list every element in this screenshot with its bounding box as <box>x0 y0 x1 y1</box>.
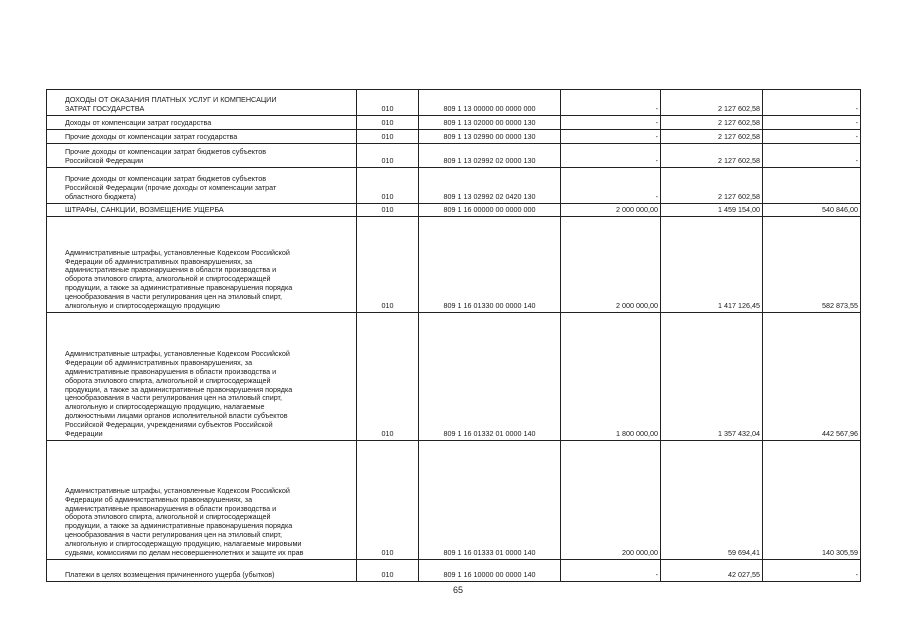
row-executed-cell: 1 459 154,00 <box>661 204 763 217</box>
row-kbk-cell: 809 1 13 02992 02 0000 130 <box>419 144 561 168</box>
row-unexecuted-cell: - <box>763 144 861 168</box>
table-row <box>47 144 861 168</box>
row-kbk-cell: 809 1 13 02992 02 0420 130 <box>419 168 561 204</box>
row-kbk-cell: 809 1 16 01333 01 0000 140 <box>419 441 561 560</box>
row-code-cell: 010 <box>357 441 419 560</box>
row-unexecuted-cell: 442 567,96 <box>763 313 861 441</box>
row-approved-cell: - <box>561 116 661 130</box>
table-row <box>47 116 861 130</box>
row-approved-cell: - <box>561 130 661 144</box>
row-executed-cell: 1 357 432,04 <box>661 313 763 441</box>
row-approved-cell: 1 800 000,00 <box>561 313 661 441</box>
table-row <box>47 204 861 217</box>
table-row <box>47 217 861 313</box>
row-approved-cell: 2 000 000,00 <box>561 204 661 217</box>
row-executed-cell: 42 027,55 <box>661 560 763 582</box>
row-code-cell: 010 <box>357 168 419 204</box>
row-unexecuted-cell <box>763 168 861 204</box>
row-name-cell: Платежи в целях возмещения причиненного ущерба (убытков) <box>47 560 357 582</box>
row-kbk-cell: 809 1 16 00000 00 0000 000 <box>419 204 561 217</box>
row-code-cell: 010 <box>357 560 419 582</box>
row-executed-cell: 2 127 602,58 <box>661 130 763 144</box>
row-approved-cell: 200 000,00 <box>561 441 661 560</box>
row-kbk-cell: 809 1 13 02990 00 0000 130 <box>419 130 561 144</box>
row-kbk-cell: 809 1 13 02000 00 0000 130 <box>419 116 561 130</box>
row-unexecuted-cell: 582 873,55 <box>763 217 861 313</box>
table-row <box>47 441 861 560</box>
row-name-cell: Административные штрафы, установленные Кодексом Российской Федерации об административных правонарушениях, за административные правонарушения в области производства и оборота этилового спирта, алкогольной и спиртосодержащей продукции, а также за административные правонарушения порядка ценообразования в части регулирования цен на этиловый спирт, алкогольную и спиртосодержащую продукцию, налагаемые мировыми судьями, комиссиями по делам несовершеннолетних и защите их прав <box>47 441 357 560</box>
row-unexecuted-cell: - <box>763 90 861 116</box>
row-code-cell: 010 <box>357 116 419 130</box>
row-approved-cell: 2 000 000,00 <box>561 217 661 313</box>
row-name-cell: Административные штрафы, установленные Кодексом Российской Федерации об административных правонарушениях, за административные правонарушения в области производства и оборота этилового спирта, алкогольной и спиртосодержащей продукции, а также за административные правонарушения порядка ценообразования в части регулирования цен на этиловый спирт, алкогольную и спиртосодержащую продукцию, налагаемые должностными лицами органов исполнительной власти субъектов Российской Федерации, учреждениями субъектов Российской Федерации <box>47 313 357 441</box>
page-number: 65 <box>453 585 464 595</box>
row-kbk-cell: 809 1 13 00000 00 0000 000 <box>419 90 561 116</box>
row-code-cell: 010 <box>357 204 419 217</box>
row-kbk-cell: 809 1 16 01332 01 0000 140 <box>419 313 561 441</box>
row-executed-cell: 1 417 126,45 <box>661 217 763 313</box>
row-name-cell: ДОХОДЫ ОТ ОКАЗАНИЯ ПЛАТНЫХ УСЛУГ И КОМПЕНСАЦИИ ЗАТРАТ ГОСУДАРСТВА <box>47 90 357 116</box>
row-name-cell: Прочие доходы от компенсации затрат бюджетов субъектов Российской Федерации <box>47 144 357 168</box>
row-executed-cell: 2 127 602,58 <box>661 116 763 130</box>
row-name-cell: ШТРАФЫ, САНКЦИИ, ВОЗМЕЩЕНИЕ УЩЕРБА <box>47 204 357 217</box>
row-unexecuted-cell: 140 305,59 <box>763 441 861 560</box>
row-name-cell: Прочие доходы от компенсации затрат государства <box>47 130 357 144</box>
row-unexecuted-cell: 540 846,00 <box>763 204 861 217</box>
row-approved-cell: - <box>561 168 661 204</box>
row-kbk-cell: 809 1 16 10000 00 0000 140 <box>419 560 561 582</box>
row-code-cell: 010 <box>357 217 419 313</box>
row-unexecuted-cell: - <box>763 130 861 144</box>
row-approved-cell: - <box>561 560 661 582</box>
row-name-cell: Прочие доходы от компенсации затрат бюджетов субъектов Российской Федерации (прочие доходы от компенсации затрат областного бюджета) <box>47 168 357 204</box>
table-row <box>47 130 861 144</box>
row-code-cell: 010 <box>357 144 419 168</box>
row-approved-cell: - <box>561 90 661 116</box>
row-executed-cell: 2 127 602,58 <box>661 168 763 204</box>
table-row <box>47 90 861 116</box>
row-name-cell: Административные штрафы, установленные Кодексом Российской Федерации об административных правонарушениях, за административные правонарушения в области производства и оборота этилового спирта, алкогольной и спиртосодержащей продукции, а также за административные правонарушения порядка ценообразования в части регулирования цен на этиловый спирт, алкогольную и спиртосодержащую продукцию <box>47 217 357 313</box>
row-code-cell: 010 <box>357 90 419 116</box>
row-kbk-cell: 809 1 16 01330 00 0000 140 <box>419 217 561 313</box>
row-executed-cell: 2 127 602,58 <box>661 90 763 116</box>
table-row <box>47 168 861 204</box>
row-code-cell: 010 <box>357 313 419 441</box>
row-code-cell: 010 <box>357 130 419 144</box>
row-approved-cell: - <box>561 144 661 168</box>
table-row <box>47 560 861 582</box>
row-executed-cell: 2 127 602,58 <box>661 144 763 168</box>
budget-revenue-table <box>46 89 861 582</box>
row-executed-cell: 59 694,41 <box>661 441 763 560</box>
row-unexecuted-cell: - <box>763 560 861 582</box>
table-row <box>47 313 861 441</box>
row-name-cell: Доходы от компенсации затрат государства <box>47 116 357 130</box>
row-unexecuted-cell: - <box>763 116 861 130</box>
